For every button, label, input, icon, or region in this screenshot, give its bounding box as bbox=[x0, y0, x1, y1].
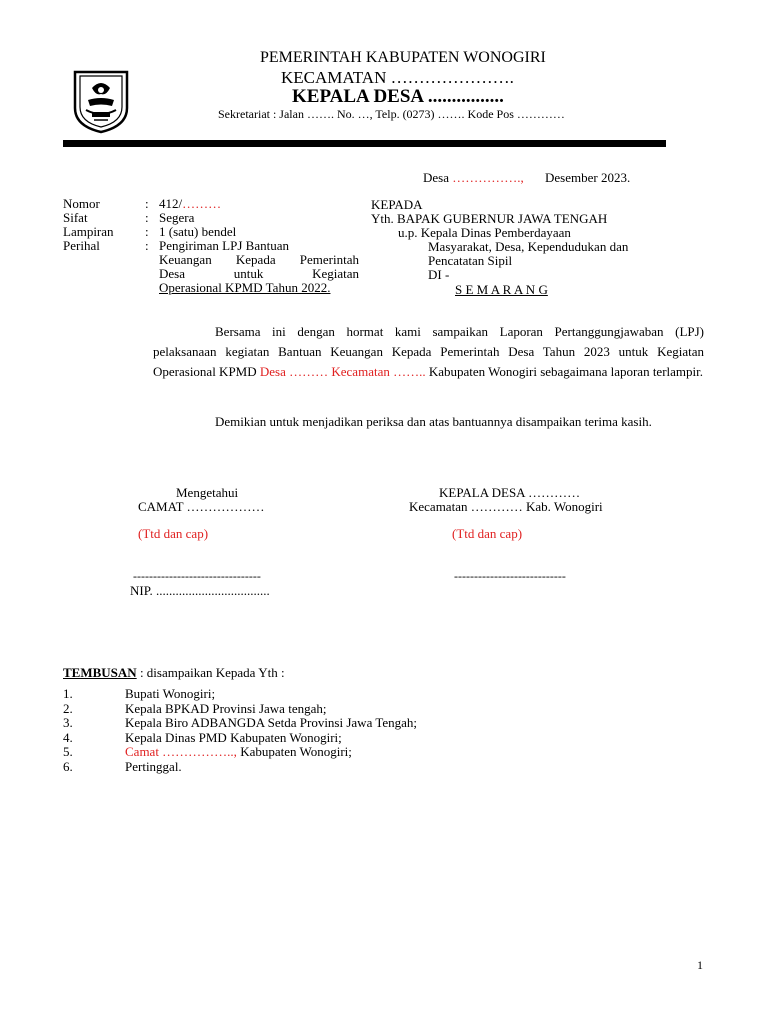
letterhead-kecamatan: KECAMATAN …………………. bbox=[281, 68, 514, 87]
tembusan-item: 6. Pertinggal. bbox=[63, 758, 182, 774]
sign-right-title2: Kecamatan ………… Kab. Wonogiri bbox=[409, 499, 603, 514]
letterhead-divider bbox=[63, 140, 666, 147]
tembusan-item: 2. Kepala BPKAD Provinsi Jawa tengah; bbox=[63, 700, 327, 716]
body-paragraph-1: Bersama ini dengan hormat kami sampaikan Laporan Pertanggungjawaban (LPJ) pelaksanaan kegiatan Bantuan Keuangan Kepada Pemerintah Desa Tahun 2023 untuk Kegiatan Operasional KPMD Desa ……… Kecamatan …….. Kabupaten Wonogiri sebagaimana laporan terlampir. bbox=[153, 324, 704, 379]
tembusan-list bbox=[63, 687, 417, 774]
letter-date: Desa ……………., Desember 2023. bbox=[423, 170, 631, 185]
sign-left-title2: CAMAT ……………… bbox=[138, 499, 265, 514]
body-paragraph-2: Demikian untuk menjadikan periksa dan atas bantuannya disampaikan terima kasih. bbox=[215, 414, 652, 429]
sign-left-ttd: (Ttd dan cap) bbox=[138, 526, 209, 541]
sign-right-line: ---------------------------- bbox=[454, 569, 566, 583]
tembusan-item: 4. Kepala Dinas PMD Kabupaten Wonogiri; bbox=[63, 729, 342, 745]
recipient-city: S E M A R A N G bbox=[455, 282, 548, 297]
recipient-up-line3: Pencatatan Sipil bbox=[428, 253, 513, 268]
letterhead-address: Sekretariat : Jalan ……. No. …, Telp. (0273) ……. Kode Pos ………… bbox=[218, 107, 565, 121]
sign-right-title1: KEPALA DESA ………… bbox=[439, 485, 581, 500]
kabupaten-wonogiri-emblem-icon bbox=[72, 68, 130, 134]
sign-left-line: -------------------------------- bbox=[133, 569, 261, 583]
letterhead-government: PEMERINTAH KABUPATEN WONOGIRI bbox=[260, 49, 546, 66]
recipient-yth: Yth. BAPAK GUBERNUR JAWA TENGAH bbox=[371, 211, 608, 226]
letter-meta: Nomor : 412/……… Sifat : Segera Lampiran : 1 (satu) bendel Perihal : Pengiriman LPJ Bantuan bbox=[63, 196, 289, 253]
recipient-di: DI - bbox=[428, 267, 450, 282]
recipient-up-line1: u.p. Kepala Dinas Pemberdayaan bbox=[398, 225, 571, 240]
page-number: 1 bbox=[697, 958, 703, 972]
tembusan-heading: TEMBUSAN : disampaikan Kepada Yth : bbox=[63, 665, 285, 680]
recipient-up-line2: Masyarakat, Desa, Kependudukan dan bbox=[428, 239, 629, 254]
recipient-kepada: KEPADA bbox=[371, 197, 423, 212]
perihal-continued: Keuangan Kepada Pemerintah Desa untuk Kegiatan Operasional KPMD Tahun 2022. bbox=[159, 252, 359, 295]
sign-right-ttd: (Ttd dan cap) bbox=[452, 526, 523, 541]
sign-left-title1: Mengetahui bbox=[176, 485, 239, 500]
letterhead-kepala-desa: KEPALA DESA ................ bbox=[292, 86, 504, 107]
tembusan-item: 1. Bupati Wonogiri; bbox=[63, 686, 216, 701]
tembusan-item: 5. Camat …………….., Kabupaten Wonogiri; bbox=[63, 744, 352, 759]
tembusan-item: 3. Kepala Biro ADBANGDA Setda Provinsi Jawa Tengah; bbox=[63, 715, 418, 730]
sign-left-nip: NIP. ................................... bbox=[130, 583, 270, 598]
